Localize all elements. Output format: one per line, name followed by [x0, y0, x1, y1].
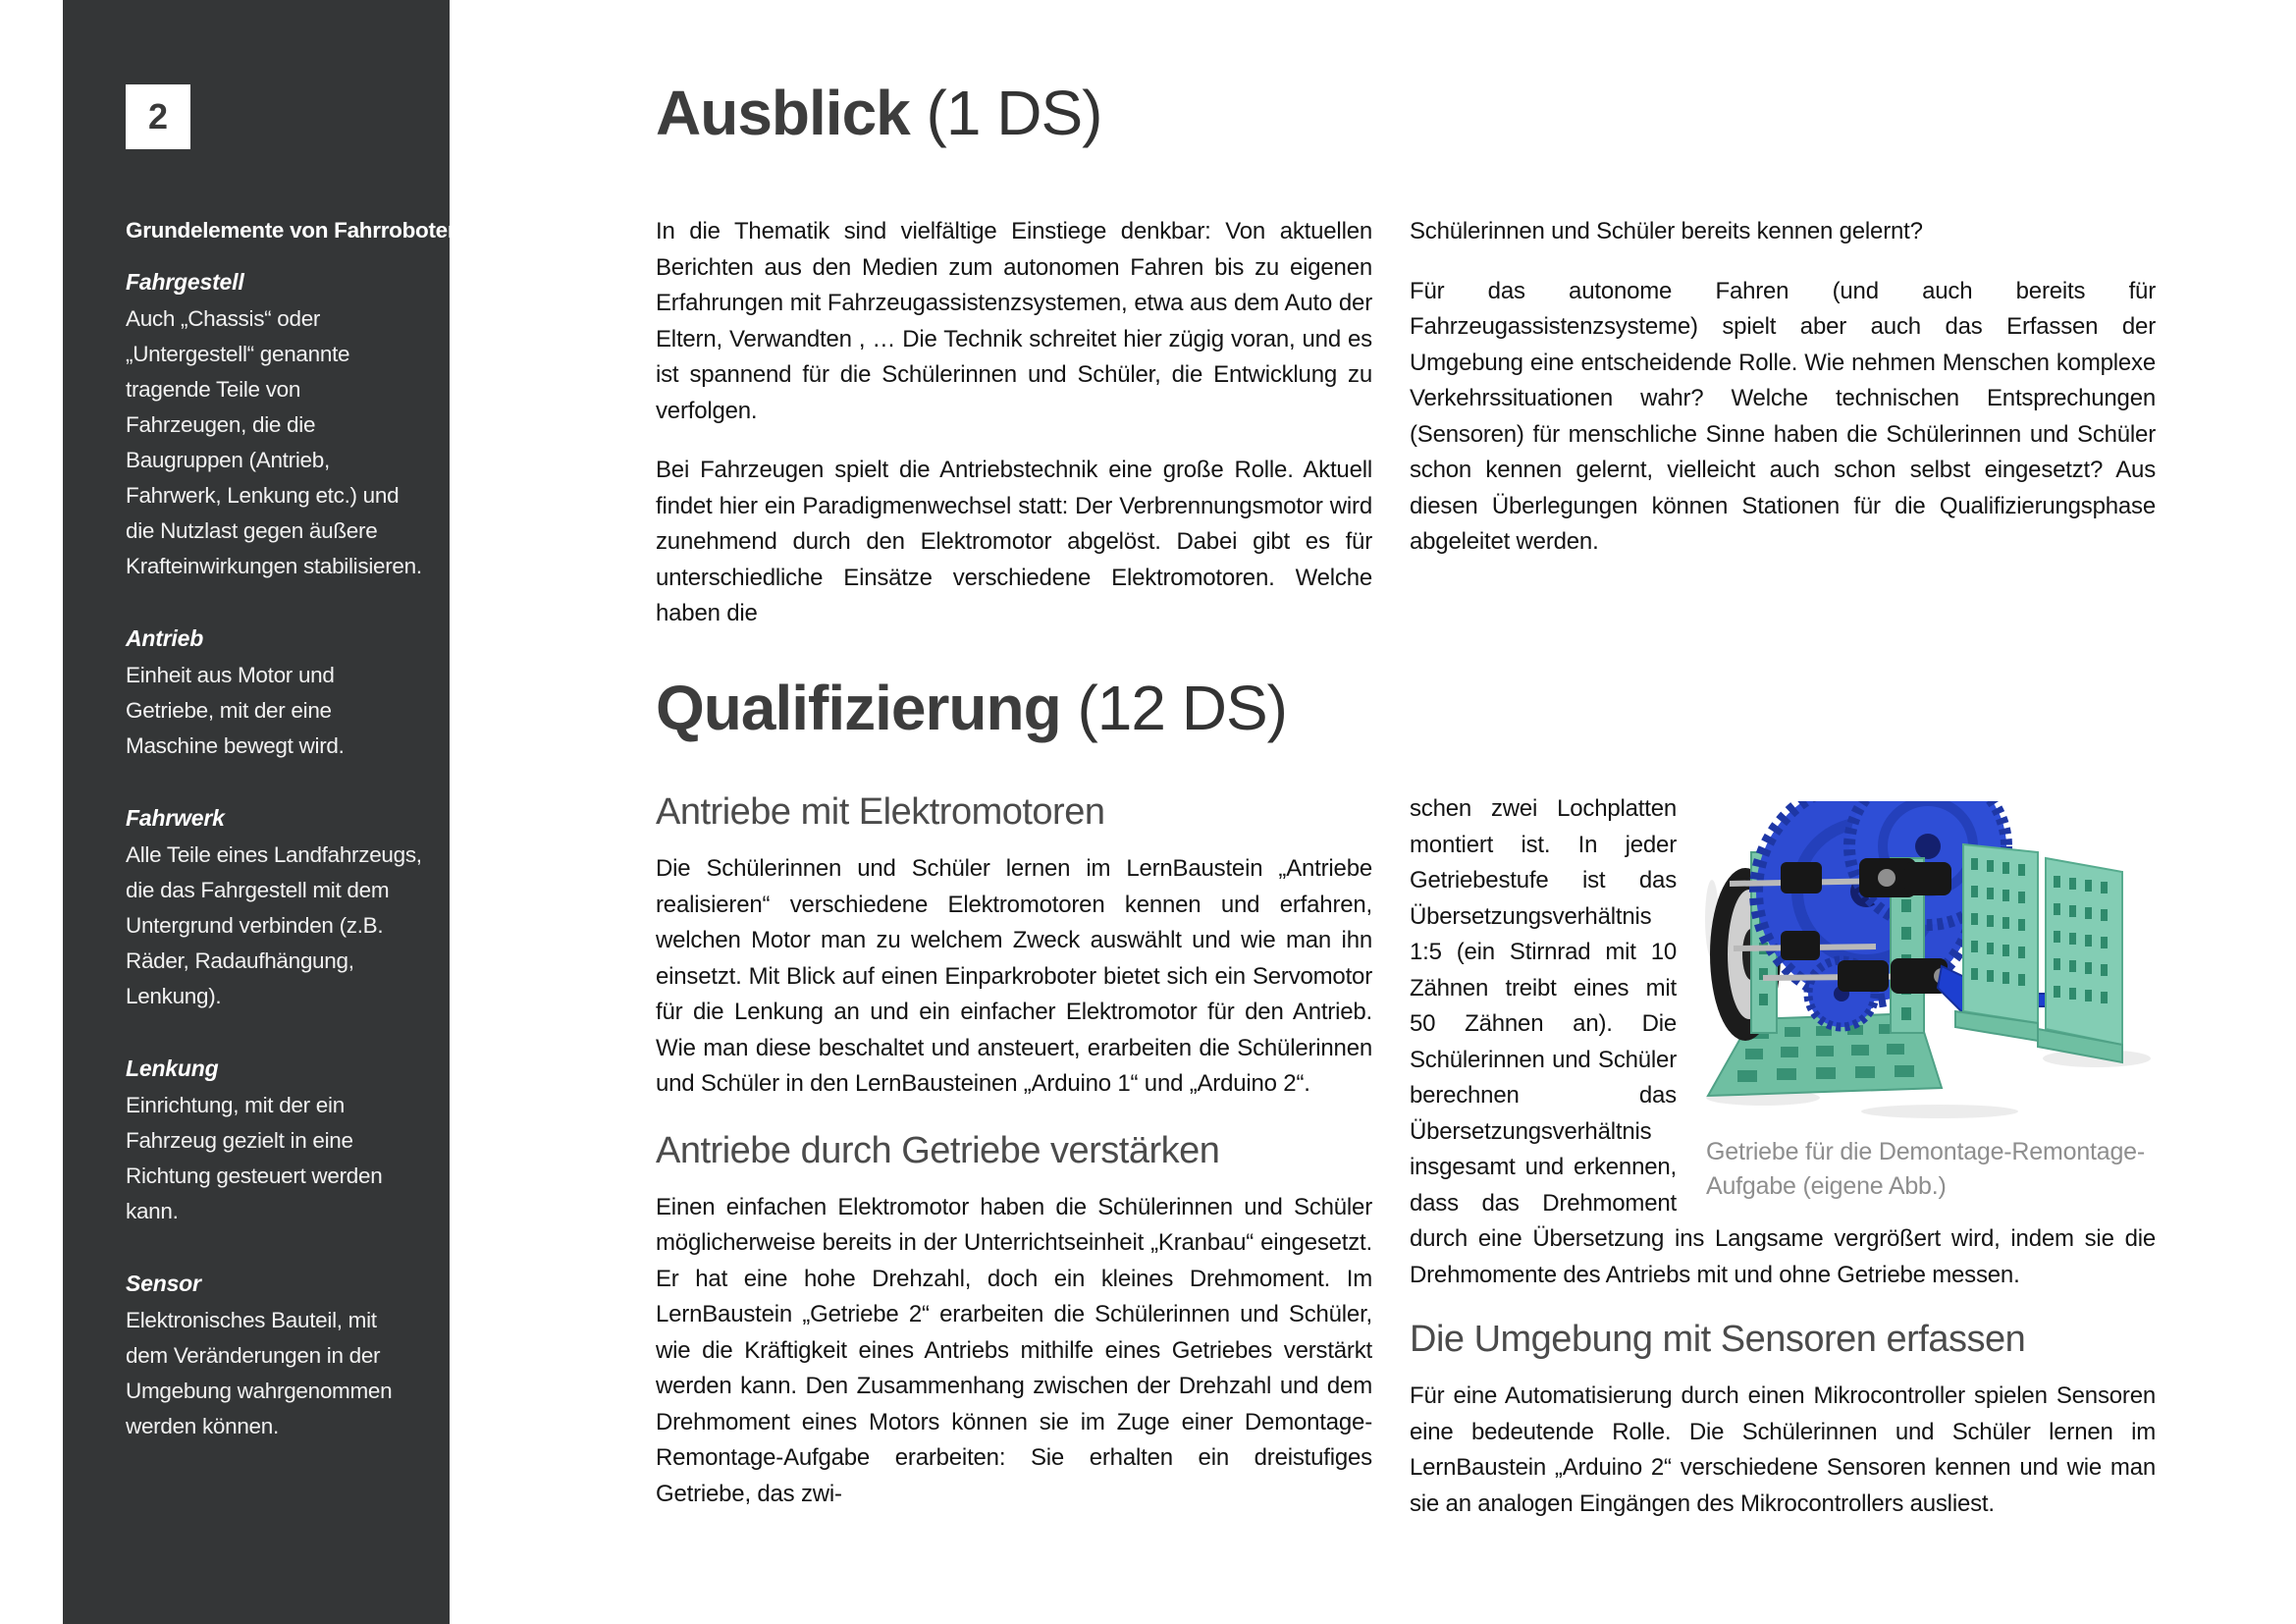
ausblick-column-left [656, 214, 1372, 656]
figure-gear-photo [1694, 801, 2156, 1204]
glossary-definition: Einrichtung, mit der ein Fahrzeug gezielt in eine Richtung gesteuert werden kann. [126, 1093, 383, 1223]
glossary-definition: Alle Teile eines Landfahrzeugs, die das Fahrgestell mit dem Untergrund verbinden (z.B. Räder, Radaufhängung, Lenkung). [126, 842, 422, 1008]
figure-caption: Getriebe für die Demontage-Remontage-Aufgabe (eigene Abb.) [1706, 1138, 2146, 1200]
paragraph: Die Schülerinnen und Schüler lernen im LernBaustein „Antriebe realisieren“ verschiedene Elektromotoren kennen und erfahren, welchen Motor man zu welchem Zweck auswählt und wie man ihn einsetzt. Mit Blick auf einen Einparkroboter bietet sich ein Servomotor für die Lenkung an und ein einfacher Elektromotor für den Antrieb. Wie man diese beschaltet und ansteuert, erarbeiten die Schülerinnen und Schüler in den LernBausteinen „Arduino 1“ und „Arduino 2“. [656, 855, 1372, 1097]
perforated-panel-left [1955, 844, 2038, 1041]
glossary-entry-fahrwerk [126, 805, 424, 1014]
glossary-entry-lenkung [126, 1056, 424, 1229]
subsection-heading-sensoren: Die Umgebung mit Sensoren erfassen [1410, 1319, 2026, 1360]
glossary-term: Sensor [126, 1271, 201, 1296]
paragraph: Einen einfachen Elektromotor haben die Schülerinnen und Schüler möglicherweise bereits in der Unterrichtseinheit „Kranbau“ eingesetzt. Er hat eine hohe Drehzahl, doch ein kleines Drehmoment. Im LernBaustein „Getriebe 2“ erarbeiten die Schülerinnen und Schüler, wie die Kräftigkeit eines Antriebs mithilfe eines Getriebes verstärkt werden kann. Den Zusammenhang zwischen der Drehzahl und dem Drehmoment eines Motors können sie im Zuge einer Demontage-Remontage-Aufgabe erarbeiten: Sie erhalten ein dreistufiges Getriebe, das zwi- [656, 1193, 1372, 1507]
section-title-duration: (1 DS) [926, 78, 1102, 148]
qualifizierung-column-right [1410, 791, 2156, 1545]
glossary-definition: Einheit aus Motor und Getriebe, mit der eine Maschine bewegt wird. [126, 663, 345, 758]
qualifizierung-column-left [656, 791, 1372, 1545]
section-title-duration: (12 DS) [1077, 673, 1287, 743]
ausblick-columns [656, 214, 2156, 656]
sidebar [63, 0, 469, 1624]
paragraph: Für eine Automatisierung durch einen Mikrocontroller spielen Sensoren eine bedeutende Rolle. Die Schülerinnen und Schüler lernen im LernBaustein „Arduino 2“ verschiedene Sensoren kennen und wie man sie an analogen Eingängen des Mikrocontrollers ausliest. [1410, 1382, 2156, 1517]
paragraph: Für das autonome Fahren (und auch bereits für Fahrzeugassistenzsysteme) spielt aber auch das Erfassen der Umgebung eine entscheidende Rolle. Wie nehmen Menschen komplexe Verkehrssituationen wahr? Welche technischen Entsprechungen (Sensoren) für menschliche Sinne haben die Schülerinnen und Schüler schon kennen gelernt, vielleicht auch schon selbst eingesetzt? Aus diesen Überlegungen können Stationen für die Qualifizierungsphase abgeleitet werden. [1410, 277, 2156, 555]
gear-assembly-photo [1694, 801, 2156, 1125]
glossary-entry-fahrgestell [126, 269, 424, 584]
ausblick-column-right [1410, 214, 2156, 656]
page-number-badge [126, 84, 190, 149]
sidebar-heading: Grundelemente von Fahrrobotern [126, 218, 469, 243]
perforated-panel-right [2038, 858, 2122, 1062]
page-number: 2 [147, 96, 169, 136]
glossary-entry-sensor [126, 1271, 424, 1444]
subsection-heading-elektromotoren: Antriebe mit Elektromotoren [656, 791, 1105, 833]
qualifizierung-columns [656, 791, 2156, 1545]
section-title-ausblick [656, 78, 1102, 148]
glossary-entry-antrieb [126, 625, 424, 764]
glossary-term: Fahrgestell [126, 269, 244, 295]
glossary-definition: Auch „Chassis“ oder „Untergestell“ genannte tragende Teile von Fahrzeugen, die die Baugruppen (Antrieb, Fahrwerk, Lenkung etc.) und die Nutzlast gegen äußere Krafteinwirkungen stabilisieren. [126, 306, 422, 578]
paragraph: In die Thematik sind vielfältige Einstiege denkbar: Von aktuellen Berichten aus den Medien zum autonomen Fahren bis zu eigenen Erfahrungen mit Fahrzeugassistenzsystemen, etwa aus dem Auto der Eltern, Verwandten , … Die Technik schreitet hier zügig voran, und es ist spannend für die Schülerinnen und Schüler, die Entwicklung zu verfolgen. [656, 218, 1372, 424]
glossary-term: Antrieb [126, 625, 204, 651]
glossary-term: Lenkung [126, 1056, 219, 1081]
section-title-text: Qualifizierung [656, 673, 1061, 743]
section-title-qualifizierung [656, 673, 1287, 743]
glossary-term: Fahrwerk [126, 805, 225, 831]
paragraph: Bei Fahrzeugen spielt die Antriebstechnik eine große Rolle. Aktuell findet hier ein Paradigmenwechsel statt: Der Verbrennungsmotor wird zunehmend durch den Elektromotor abgelöst. Dabei gibt es für unterschiedliche Einsätze verschiedene Elektromotoren. Welche haben die [656, 457, 1372, 626]
section-title-text: Ausblick [656, 78, 910, 148]
subsection-heading-getriebe: Antriebe durch Getriebe verstärken [656, 1129, 1220, 1171]
glossary-definition: Elektronisches Bauteil, mit dem Veränderungen in der Umgebung wahrgenommen werden können. [126, 1308, 393, 1438]
paragraph-continuation: schen zwei Lochplatten montiert ist. In jeder Getriebestufe ist das Übersetzungsverhältnis 1:5 (ein Stirnrad mit 10 Zähnen treibt eines mit 50 Zähnen an). Die Schülerinnen und Schüler berechnen das Übersetzungsverhältnis insgesamt und erkennen, dass das Drehmoment durch eine Übersetzung ins Langsame vergrößert wird, indem sie die Drehmomente des Antriebs mit und ohne Getriebe messen. [1410, 795, 2156, 1288]
paragraph: Schülerinnen und Schüler bereits kennen gelernt? [1410, 218, 1923, 244]
